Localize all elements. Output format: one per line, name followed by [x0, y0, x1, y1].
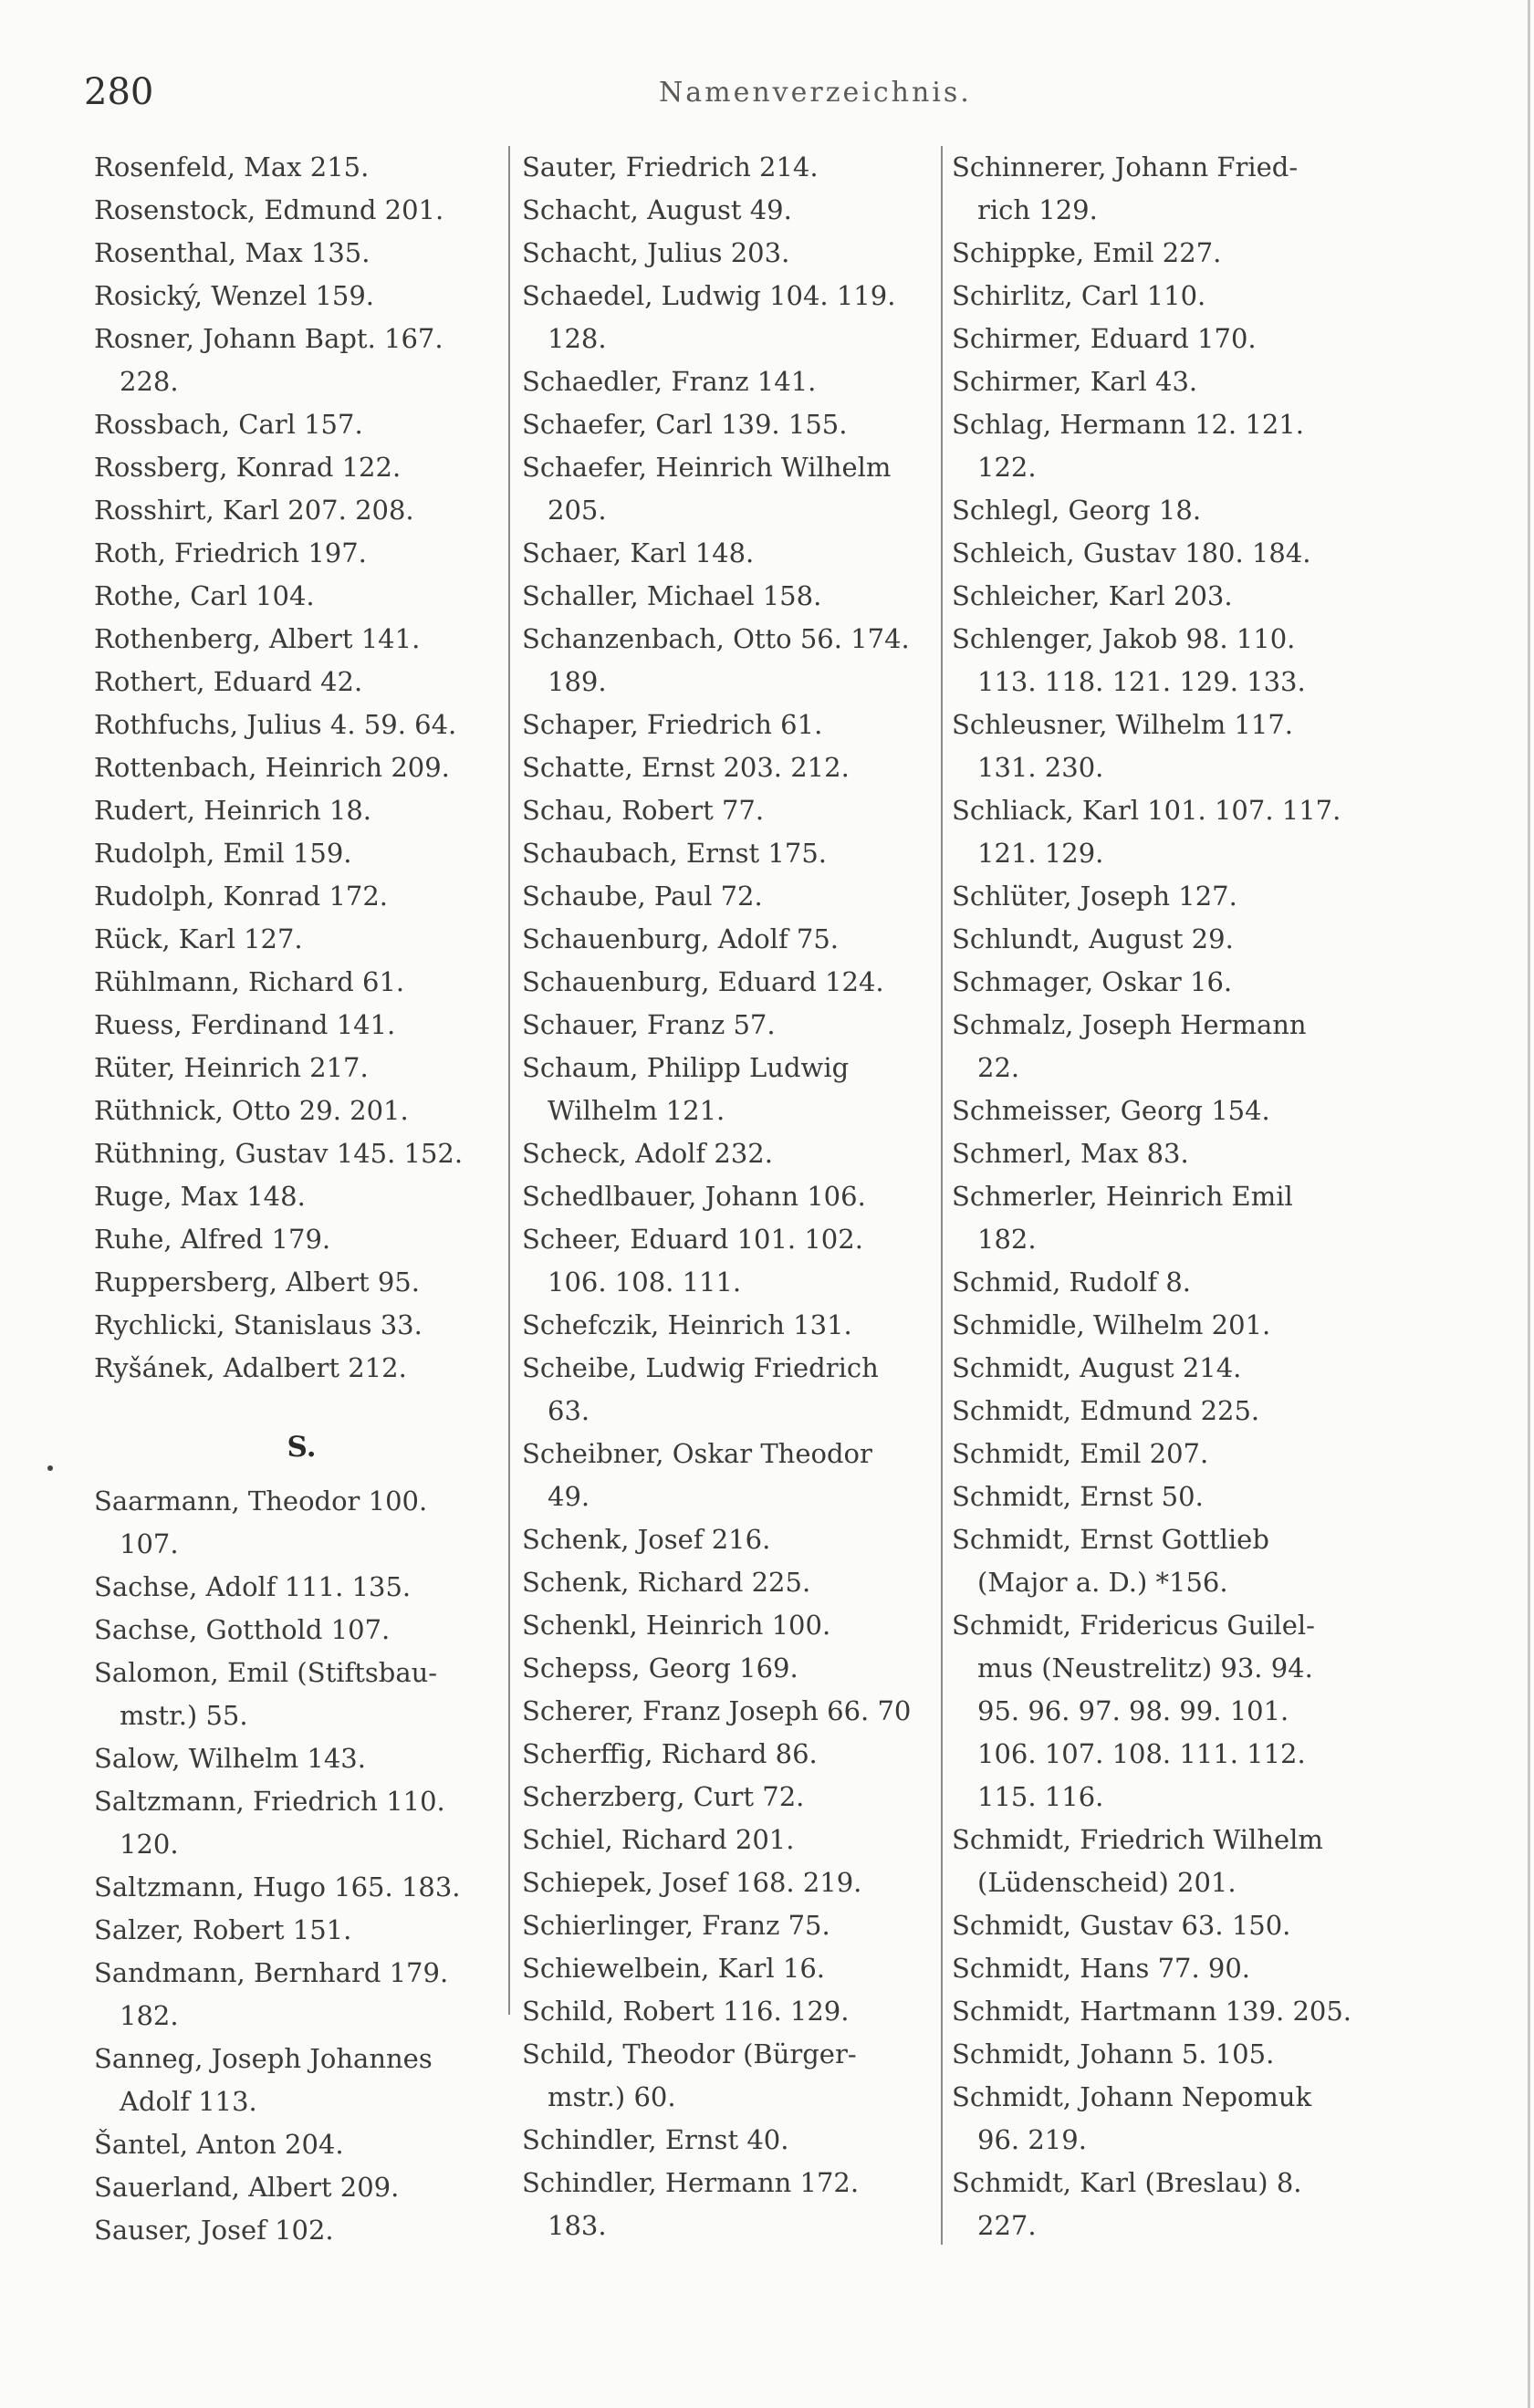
index-entry: Schaller, Michael 158. — [522, 580, 822, 611]
index-entry: Rudolph, Konrad 172. — [94, 881, 389, 912]
index-entry: Schmidt, Friedrich Wilhelm — [952, 1824, 1323, 1855]
index-entry: Schindler, Ernst 40. — [522, 2124, 789, 2155]
index-entry: Sauerland, Albert 209. — [94, 2172, 400, 2203]
index-entry-continuation: (Lüdenscheid) 201. — [977, 1867, 1237, 1898]
index-entry: Rudolph, Emil 159. — [94, 838, 352, 869]
index-entry: Rothenberg, Albert 141. — [94, 623, 421, 654]
index-entry: Schippke, Emil 227. — [952, 237, 1222, 268]
index-entry: Rosický, Wenzel 159. — [94, 280, 375, 311]
section-letter-heading: S. — [287, 1431, 317, 1464]
index-entry: Schaedler, Franz 141. — [522, 366, 817, 397]
index-entry-continuation: 107. — [120, 1528, 179, 1559]
index-entry: Rudert, Heinrich 18. — [94, 795, 371, 826]
index-entry-continuation: 182. — [977, 1224, 1037, 1255]
index-entry: Sachse, Adolf 111. 135. — [94, 1571, 412, 1602]
index-entry: Schenkl, Heinrich 100. — [522, 1610, 831, 1641]
index-entry: Schmidt, Hartmann 139. 205. — [952, 1996, 1352, 2027]
index-entry: Schaubach, Ernst 175. — [522, 838, 827, 869]
index-entry: Rosner, Johann Bapt. 167. — [94, 323, 444, 354]
index-entry: Sachse, Gotthold 107. — [94, 1614, 391, 1645]
index-entry-continuation: 96. 219. — [977, 2124, 1087, 2155]
index-entry-continuation: 95. 96. 97. 98. 99. 101. — [977, 1695, 1289, 1726]
index-entry: Schedlbauer, Johann 106. — [522, 1181, 866, 1212]
index-entry: Salomon, Emil (Stiftsbau- — [94, 1657, 438, 1688]
index-entry: Schild, Theodor (Bürger- — [522, 2038, 857, 2069]
index-entry: Schanzenbach, Otto 56. 174. — [522, 623, 910, 654]
index-entry: Rosshirt, Karl 207. 208. — [94, 495, 414, 526]
index-entry-continuation: 122. — [977, 452, 1037, 483]
index-entry-continuation: 106. 108. 111. — [548, 1267, 742, 1298]
index-entry: Schmerler, Heinrich Emil — [952, 1181, 1293, 1212]
page-header — [82, 71, 1506, 126]
index-entry: Schau, Robert 77. — [522, 795, 765, 826]
index-entry: Schmeisser, Georg 154. — [952, 1095, 1270, 1126]
index-entry: Schacht, August 49. — [522, 194, 792, 225]
index-entry: Sauser, Josef 102. — [94, 2215, 334, 2246]
index-entry: Saltzmann, Friedrich 110. — [94, 1786, 445, 1817]
index-entry: Roth, Friedrich 197. — [94, 537, 367, 568]
index-entry: Schepss, Georg 169. — [522, 1652, 798, 1684]
index-entry: Rothfuchs, Julius 4. 59. 64. — [94, 709, 457, 740]
index-entry-continuation: 49. — [548, 1481, 590, 1512]
index-entry: Schmager, Oskar 16. — [952, 966, 1233, 997]
index-entry: Šantel, Anton 204. — [94, 2129, 344, 2160]
index-entry: Schinnerer, Johann Fried- — [952, 151, 1299, 182]
index-entry: Scherzberg, Curt 72. — [522, 1781, 805, 1812]
index-entry-continuation: 205. — [548, 495, 607, 526]
index-entry: Schleich, Gustav 180. 184. — [952, 537, 1311, 568]
index-entry: Schlüter, Joseph 127. — [952, 881, 1237, 912]
index-entry-continuation: (Major a. D.) *156. — [977, 1567, 1228, 1598]
index-entry: Ruhe, Alfred 179. — [94, 1224, 331, 1255]
index-entry: Schaer, Karl 148. — [522, 537, 755, 568]
index-entry-continuation: rich 129. — [977, 194, 1098, 225]
index-entry: Schaube, Paul 72. — [522, 881, 763, 912]
index-entry-continuation: mus (Neustrelitz) 93. 94. — [977, 1652, 1313, 1684]
index-entry: Schaefer, Heinrich Wilhelm — [522, 452, 892, 483]
index-entry: Rossberg, Konrad 122. — [94, 452, 402, 483]
index-entry: Schenk, Richard 225. — [522, 1567, 811, 1598]
index-entry: Schirmer, Eduard 170. — [952, 323, 1257, 354]
index-entry: Scheibe, Ludwig Friedrich — [522, 1352, 879, 1383]
index-entry: Schindler, Hermann 172. — [522, 2167, 860, 2198]
index-entry: Salow, Wilhelm 143. — [94, 1743, 366, 1774]
index-entry: Saarmann, Theodor 100. — [94, 1485, 428, 1517]
index-entry: Salzer, Robert 151. — [94, 1914, 352, 1945]
index-entry: Saltzmann, Hugo 165. 183. — [94, 1871, 461, 1902]
index-entry-continuation: 106. 107. 108. 111. 112. — [977, 1738, 1306, 1769]
index-entry: Rottenbach, Heinrich 209. — [94, 752, 450, 783]
index-entry: Scherer, Franz Joseph 66. 70 — [522, 1695, 912, 1726]
index-entry: Rüthnick, Otto 29. 201. — [94, 1095, 409, 1126]
index-entry: Schmidt, Johann 5. 105. — [952, 2038, 1275, 2069]
page-number: 280 — [84, 71, 154, 113]
index-entry-continuation: 189. — [548, 666, 607, 697]
index-entry-continuation: 115. 116. — [977, 1781, 1104, 1812]
index-entry-continuation: 120. — [120, 1829, 179, 1860]
index-entry: Schaum, Philipp Ludwig — [522, 1052, 850, 1083]
index-entry: Schmidt, August 214. — [952, 1352, 1242, 1383]
index-entry: Schmidle, Wilhelm 201. — [952, 1309, 1271, 1340]
index-entry: Rothe, Carl 104. — [94, 580, 315, 611]
index-entry: Schenk, Josef 216. — [522, 1524, 771, 1555]
index-entry-continuation: 121. 129. — [977, 838, 1104, 869]
index-column-3 — [952, 146, 1404, 2247]
index-entry-continuation: Adolf 113. — [120, 2086, 257, 2117]
index-entry: Schmidt, Edmund 225. — [952, 1395, 1260, 1426]
index-entry: Schmidt, Fridericus Guilel- — [952, 1610, 1315, 1641]
index-entry: Schmid, Rudolf 8. — [952, 1267, 1191, 1298]
index-entry: Scheer, Eduard 101. 102. — [522, 1224, 863, 1255]
index-entry: Rüthning, Gustav 145. 152. — [94, 1138, 464, 1169]
page-edge — [1528, 0, 1530, 2408]
index-entry: Sauter, Friedrich 214. — [522, 151, 819, 182]
index-entry: Rück, Karl 127. — [94, 923, 303, 954]
index-entry: Schlundt, August 29. — [952, 923, 1234, 954]
index-entry: Schlegl, Georg 18. — [952, 495, 1202, 526]
index-entry: Schiepek, Josef 168. 219. — [522, 1867, 862, 1898]
index-entry: Ruess, Ferdinand 141. — [94, 1009, 396, 1040]
index-entry-continuation: 227. — [977, 2210, 1037, 2241]
index-entry: Rychlicki, Stanislaus 33. — [94, 1309, 423, 1340]
index-entry: Schmerl, Max 83. — [952, 1138, 1189, 1169]
index-entry: Scheibner, Oskar Theodor — [522, 1438, 872, 1469]
index-entry: Schleicher, Karl 203. — [952, 580, 1233, 611]
index-entry: Schmidt, Hans 77. 90. — [952, 1953, 1251, 1984]
margin-dot — [47, 1465, 53, 1471]
index-entry: Ryšánek, Adalbert 212. — [94, 1352, 407, 1383]
index-entry: Schauenburg, Adolf 75. — [522, 923, 840, 954]
index-entry-continuation: Wilhelm 121. — [548, 1095, 725, 1126]
index-entry: Schmidt, Gustav 63. 150. — [952, 1910, 1291, 1941]
index-column-2 — [522, 146, 969, 2247]
index-entry: Schmidt, Ernst Gottlieb — [952, 1524, 1269, 1555]
index-entry: Rühlmann, Richard 61. — [94, 966, 405, 997]
index-entry: Rosenthal, Max 135. — [94, 237, 370, 268]
index-entry-continuation: mstr.) 60. — [548, 2081, 676, 2112]
index-entry: Schliack, Karl 101. 107. 117. — [952, 795, 1341, 826]
index-column-1 — [94, 146, 509, 2252]
index-entry: Schiewelbein, Karl 16. — [522, 1953, 826, 1984]
index-entry-continuation: 22. — [977, 1052, 1020, 1083]
index-entry: Schirlitz, Carl 110. — [952, 280, 1206, 311]
index-entry: Sanneg, Joseph Johannes — [94, 2043, 433, 2074]
index-entry: Rosenstock, Edmund 201. — [94, 194, 444, 225]
index-entry: Schlag, Hermann 12. 121. — [952, 409, 1304, 440]
index-entry: Schlenger, Jakob 98. 110. — [952, 623, 1296, 654]
index-entry: Rüter, Heinrich 217. — [94, 1052, 369, 1083]
index-entry: Schiel, Richard 201. — [522, 1824, 795, 1855]
index-entry-continuation: 182. — [120, 2000, 179, 2031]
index-entry: Schatte, Ernst 203. 212. — [522, 752, 850, 783]
index-entry-continuation: 128. — [548, 323, 607, 354]
index-entry-continuation: 131. 230. — [977, 752, 1104, 783]
index-entry: Schaper, Friedrich 61. — [522, 709, 823, 740]
index-entry: Schmidt, Ernst 50. — [952, 1481, 1204, 1512]
running-title: Namenverzeichnis. — [659, 77, 972, 109]
index-entry: Schierlinger, Franz 75. — [522, 1910, 830, 1941]
index-entry: Schild, Robert 116. 129. — [522, 1996, 850, 2027]
index-entry: Ruge, Max 148. — [94, 1181, 306, 1212]
index-entry: Schauer, Franz 57. — [522, 1009, 776, 1040]
index-entry: Ruppersberg, Albert 95. — [94, 1267, 420, 1298]
index-entry: Scheck, Adolf 232. — [522, 1138, 773, 1169]
index-entry-continuation: 228. — [120, 366, 179, 397]
index-entry-continuation: mstr.) 55. — [120, 1700, 248, 1731]
index-entry: Schmidt, Emil 207. — [952, 1438, 1209, 1469]
index-entry: Schefczik, Heinrich 131. — [522, 1309, 852, 1340]
index-entry: Schacht, Julius 203. — [522, 237, 790, 268]
index-entry: Rothert, Eduard 42. — [94, 666, 363, 697]
index-entry: Schaefer, Carl 139. 155. — [522, 409, 848, 440]
index-entry: Schauenburg, Eduard 124. — [522, 966, 884, 997]
index-entry-continuation: 183. — [548, 2210, 607, 2241]
index-entry: Rosenfeld, Max 215. — [94, 151, 370, 182]
index-entry-continuation: 63. — [548, 1395, 590, 1426]
index-entry: Schleusner, Wilhelm 117. — [952, 709, 1293, 740]
index-entry: Schirmer, Karl 43. — [952, 366, 1198, 397]
index-entry: Schmalz, Joseph Hermann — [952, 1009, 1307, 1040]
index-entry: Rossbach, Carl 157. — [94, 409, 363, 440]
index-entry-continuation: 113. 118. 121. 129. 133. — [977, 666, 1306, 697]
index-entry: Scherffig, Richard 86. — [522, 1738, 818, 1769]
index-entry: Sandmann, Bernhard 179. — [94, 1957, 449, 1988]
index-entry: Schmidt, Johann Nepomuk — [952, 2081, 1312, 2112]
index-entry: Schmidt, Karl (Breslau) 8. — [952, 2167, 1302, 2198]
index-entry: Schaedel, Ludwig 104. 119. — [522, 280, 896, 311]
